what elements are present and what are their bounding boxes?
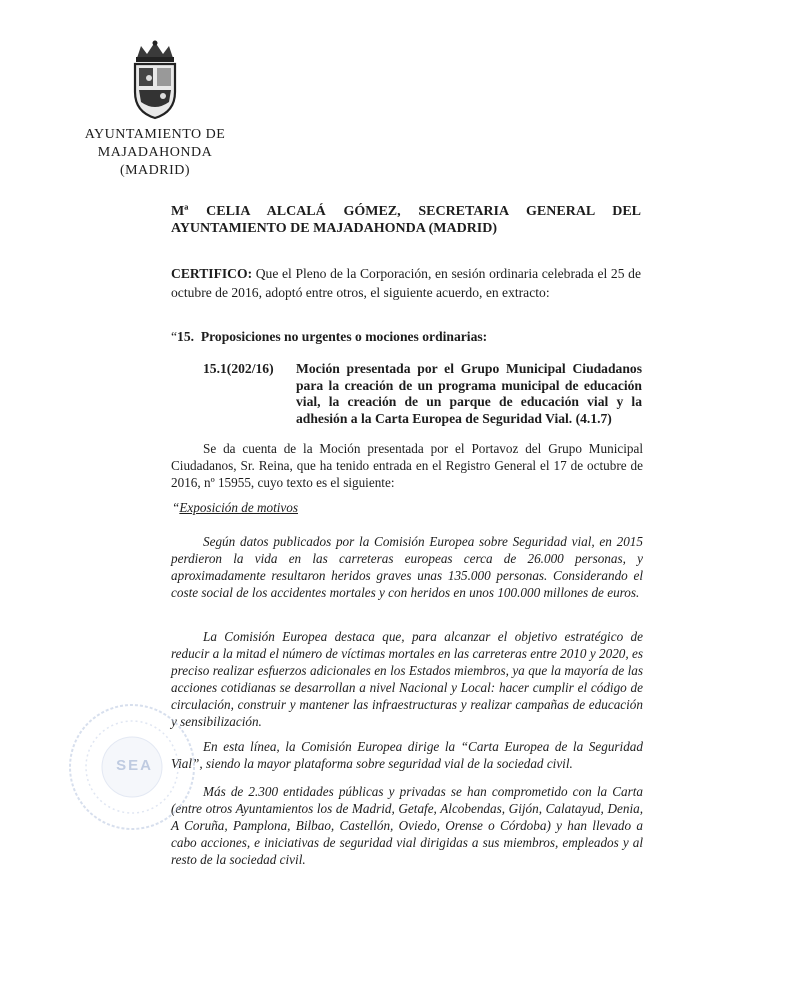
org-line-1: AYUNTAMIENTO DE <box>84 127 226 142</box>
motion-title: Moción presentada por el Grupo Municipal Ciudadanos para la creación de un programa municipal de educación vial, la creación de un parque de educación vial y la adhesión a la Carta Europea de Seguridad Vial. (4.1.7) <box>296 361 642 426</box>
body-paragraph: Más de 2.300 entidades públicas y privadas se han comprometido con la Carta (entre otros Ayuntamientos los de Madrid, Getafe, Alcobendas, Gijón, Calatayud, Denia, A Coruña, Pamplona, Bilbao, Castellón, Oviedo, Orense o Córdoba) y han llevado a cabo acciones, e iniciativas de seguridad vial dirigidas a sus miembros, empleados y al resto de la sociedad civil. <box>171 784 643 867</box>
agenda-item-heading <box>171 327 641 346</box>
agenda-item-title: Proposiciones no urgentes o mociones ordinarias: <box>200 329 488 344</box>
org-line-2: MAJADAHONDA <box>97 145 213 160</box>
certifico-paragraph <box>171 264 641 302</box>
exposicion-title: Exposición de motivos <box>179 500 299 515</box>
intro-paragraph: Se da cuenta de la Moción presentada por el Portavoz del Grupo Municipal Ciudadanos, Sr. Reina, que ha tenido entrada en el Registro General el 17 de octubre de 2016, nº 15955, cuyo texto es el siguiente: <box>171 441 643 490</box>
body-paragraph: Según datos publicados por la Comisión Europea sobre Seguridad vial, en 2015 perdieron la vida en las carreteras europeas cerca de 26.000 personas, y aproximadamente resultaron heridos graves unas 135.000 personas. Considerando el coste social de los accidentes mortales y con heridos en unos 100.000 millones de euros. <box>171 534 643 600</box>
heading-line-1: Mª CELIA ALCALÁ GÓMEZ, SECRETARIA GENERAL DEL <box>171 204 641 219</box>
body-paragraph: La Comisión Europea destaca que, para alcanzar el objetivo estratégico de reducir a la mitad el número de víctimas mortales en las carreteras entre 2010 y 2020, es preciso realizar esfuerzos adicionales en los Estados miembros, ya que la mayoría de las acciones cotidianas se desarrollan a nivel Nacional y Local: hacer cumplir el código de circulación, construir y mantener las infraestructuras y realizar campañas de educación y sensibilización. <box>171 629 643 729</box>
coat-of-arms-icon <box>125 40 185 120</box>
certifico-label: CERTIFICO: <box>171 266 253 281</box>
document-heading <box>171 203 641 237</box>
organization-name <box>70 126 240 180</box>
agenda-item-number: 15. <box>177 329 195 344</box>
body-paragraph: En esta línea, la Comisión Europea dirige la “Carta Europea de la Seguridad Vial”, siendo la mayor plataforma sobre seguridad vial de la sociedad civil. <box>171 739 643 771</box>
exposicion-heading <box>172 500 298 516</box>
motion-number: 15.1(202/16) <box>203 361 274 376</box>
exposicion-quote: “ <box>172 500 180 515</box>
heading-line-2: AYUNTAMIENTO DE MAJADAHONDA (MADRID) <box>171 221 498 236</box>
seal-text: SEA <box>116 757 153 774</box>
org-line-3: (MADRID) <box>119 163 191 178</box>
opening-quote: “ <box>171 329 178 344</box>
certifico-text: Que el Pleno de la Corporación, en sesión ordinaria celebrada el 25 de octubre de 2016, adoptó entre otros, el siguiente acuerdo, en extracto: <box>171 266 641 300</box>
